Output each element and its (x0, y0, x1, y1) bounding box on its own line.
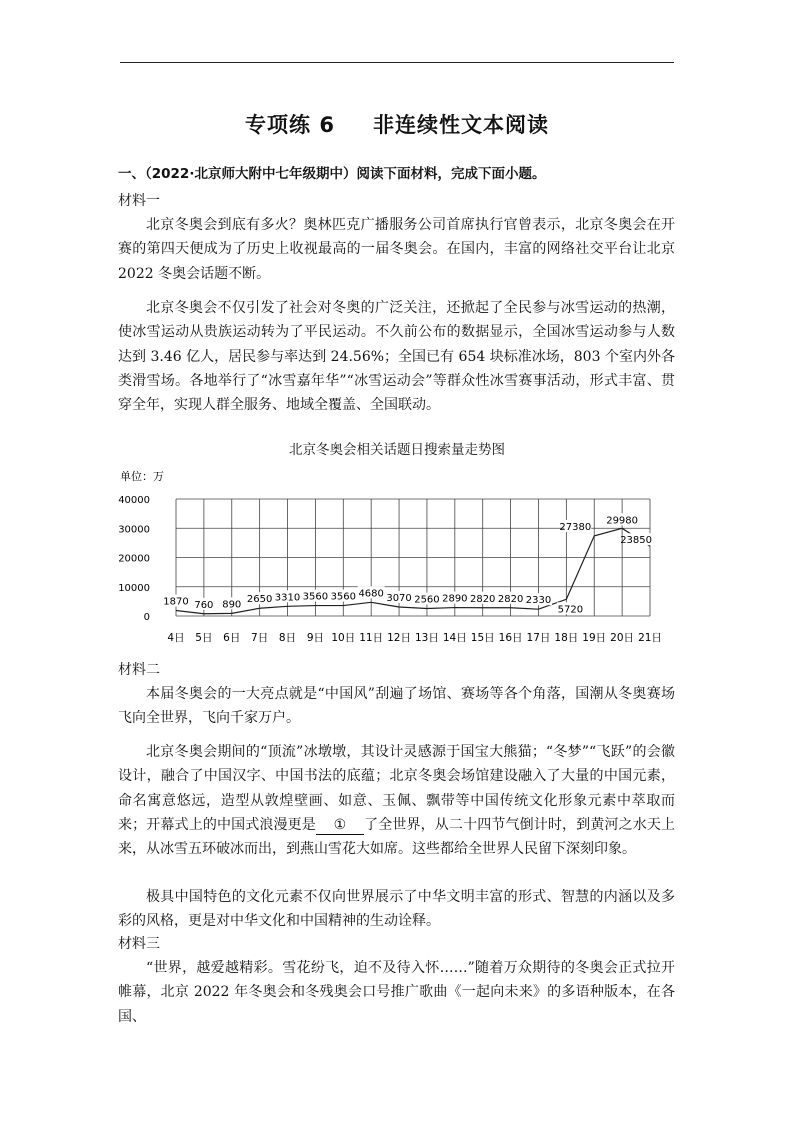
data-label: 4680 (358, 588, 384, 600)
page-title (0, 109, 794, 139)
x-tick-label: 7日 (251, 632, 269, 644)
y-axis-ticks (118, 495, 150, 623)
header-rule (120, 62, 674, 63)
x-tick-label: 20日 (610, 632, 635, 644)
title-part2: 非连续性文本阅读 (372, 113, 549, 137)
x-tick-label: 14日 (442, 632, 467, 644)
chart-title: 北京冬奥会相关话题日搜索量走势图 (289, 442, 505, 458)
data-label: 2560 (414, 594, 440, 606)
chart-unit-label: 单位：万 (120, 470, 164, 483)
material1-paragraph-1: 北京冬奥会到底有多火？奥林匹克广播服务公司首席执行官曾表示，北京冬奥会在开赛的第四天便成为了历史上收视最高的一届冬奥会。在国内，丰富的网络社交平台让北京 2022 冬奥会话题不断。 (118, 217, 675, 282)
material2-paragraph-1: 本届冬奥会的一大亮点就是“中国风”刮遍了场馆、赛场等各个角落，国潮从冬奥赛场飞向全世界，飞向千家万户。 (118, 686, 675, 727)
x-axis-ticks (167, 632, 662, 644)
data-label: 27380 (559, 521, 592, 533)
data-label: 3560 (330, 591, 357, 603)
data-label: 23850 (620, 535, 652, 547)
x-tick-label: 19日 (582, 632, 607, 644)
material2-paragraph-2-text: 北京冬奥会期间的“顶流”冰墩墩，其设计灵感源于国宝大熊猫；“冬梦”“飞跃”的会徽设计，融合了中国汉字、中国书法的底蕴；北京冬奥会场馆建设融入了大量的中国元素，命名寓意悠远，造型从敦煌壁画、如意、玉佩、飘带等中国传统文化形象元素中萃取而来；开幕式上的中国式浪漫更是 (118, 744, 675, 833)
x-tick-label: 5日 (195, 632, 213, 644)
material2-paragraph-2-end: 了全世界，从二十四节气倒计时，到黄河之水天上来，从冰雪五环破冰而出，到燕山雪花大如席。这些都给全世界人民留下深刻印象。 (118, 816, 676, 858)
material1-paragraph-2: 北京冬奥会不仅引发了社会对冬奥的广泛关注，还掀起了全民参与冰雪运动的热潮，使冰雪运动从贵族运动转为了平民运动。不久前公布的数据显示，全国冰雪运动参与人数达到 3.46 亿人，居民参与率达到 24.56%；全国已有 654 块标准冰场，803 个室内外各类滑雪场。各地举行了“冰雪嘉年华”“冰雪运动会”等群众性冰雪赛事活动，形式丰富、贯穿全年，实现人群全服务、地域全覆盖、全国联动。 (118, 300, 675, 414)
question-heading: 一、（2022·北京师大附中七年级期中）阅读下面材料，完成下面小题。 (118, 166, 546, 182)
data-label: 2820 (497, 593, 524, 605)
material3-paragraph-1: “世界，越爱越精彩。雪花纷飞，迫不及待入怀……”随着万众期待的冬奥会正式拉开帷幕，北京 2022 年冬奥会和冬残奥会口号推广歌曲《一起向未来》的多语种版本，在各国、 (118, 960, 675, 1025)
data-label: 3310 (274, 592, 301, 604)
x-tick-label: 4日 (167, 632, 185, 644)
data-label: 2820 (469, 593, 496, 605)
material3-label: 材料三 (118, 936, 160, 952)
x-tick-label: 18日 (554, 632, 579, 644)
x-tick-label: 11日 (359, 632, 384, 644)
data-label: 3070 (386, 593, 412, 605)
material1-label: 材料一 (118, 193, 160, 209)
data-label: 5720 (557, 604, 584, 616)
data-label: 29980 (606, 515, 639, 527)
material2-label: 材料二 (118, 662, 160, 678)
data-label: 1870 (163, 596, 189, 608)
y-tick-label: 0 (143, 612, 150, 623)
x-tick-label: 16日 (498, 632, 523, 644)
x-tick-label: 12日 (387, 632, 411, 644)
material2-paragraph-2 (118, 740, 675, 861)
data-label: 760 (194, 599, 214, 611)
material2-paragraph-3: 极具中国特色的文化元素不仅向世界展示了中华文明丰富的形式、智慧的内涵以及多彩的风格，更是对中华文化和中国精神的生动诠释。 (118, 889, 675, 930)
x-tick-label: 9日 (306, 632, 325, 644)
title-part1: 专项练 6 (245, 113, 335, 137)
x-tick-label: 17日 (526, 632, 551, 644)
data-label: 3560 (302, 591, 329, 603)
x-tick-label: 13日 (415, 632, 439, 644)
search-volume-line-chart (110, 462, 670, 657)
x-tick-label: 10日 (331, 632, 356, 644)
x-tick-label: 15日 (470, 632, 495, 644)
y-tick-label: 10000 (118, 582, 150, 594)
data-label: 2330 (525, 595, 552, 607)
data-label: 890 (222, 599, 242, 611)
data-label: 2650 (246, 594, 273, 606)
y-tick-label: 20000 (118, 553, 150, 565)
x-tick-label: 21日 (638, 632, 662, 644)
x-tick-label: 8日 (278, 632, 297, 644)
data-label: 2890 (442, 593, 468, 605)
y-tick-label: 40000 (118, 495, 150, 506)
fill-blank-1[interactable]: ① (316, 816, 364, 835)
y-tick-label: 30000 (118, 524, 150, 536)
x-tick-label: 6日 (223, 632, 241, 644)
